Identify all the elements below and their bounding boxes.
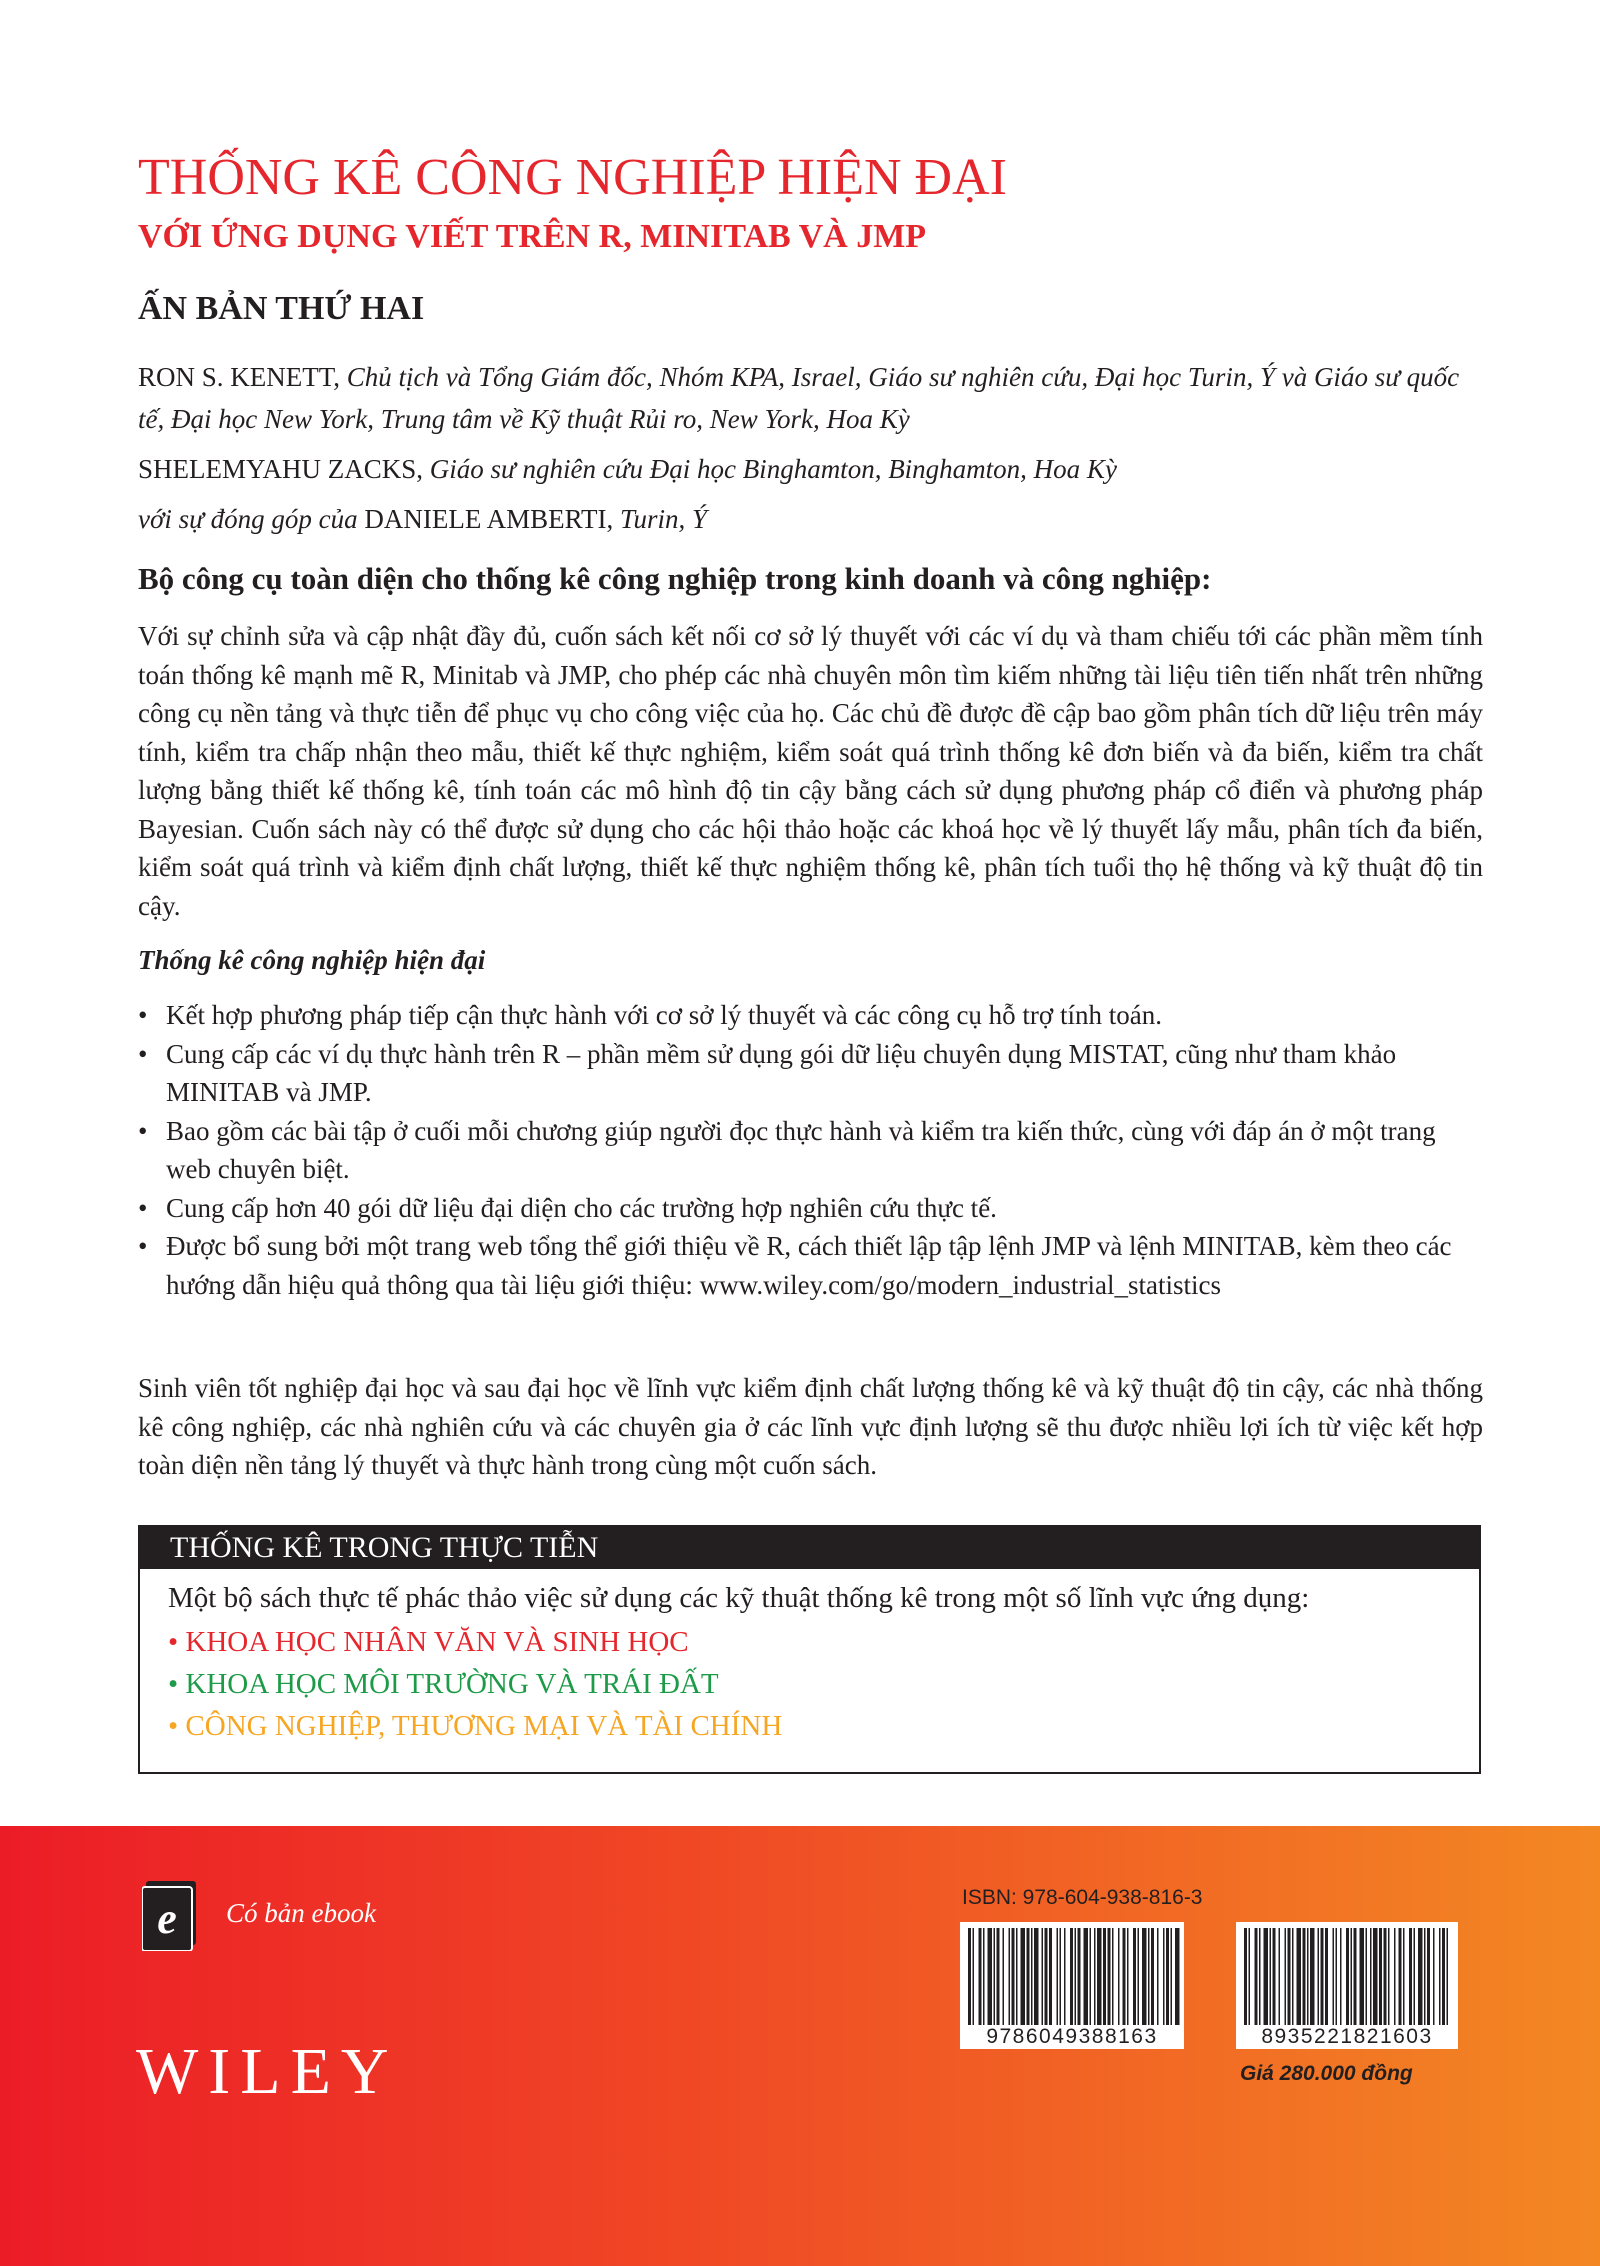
ebook-label: Có bản ebook bbox=[226, 1898, 376, 1928]
barcode-number: 9786049388163 bbox=[960, 2025, 1184, 2049]
ebook-icon bbox=[142, 1881, 198, 1951]
blurb-paragraph: Với sự chỉnh sửa và cập nhật đầy đủ, cuốn sách kết nối cơ sở lý thuyết với các ví dụ và tham chiếu tới các phần mềm tính toán thống kê mạnh mẽ R, Minitab và JMP, cho phép các nhà chuyên môn tìm kiếm những tài liệu tiên tiến nhất trên những công cụ nền tảng và thực tiễn để phục vụ cho công việc của họ. Các chủ đề được đề cập bao gồm phân tích dữ liệu trên máy tính, kiểm tra chấp nhận theo mẫu, thiết kế thực nghiệm, kiểm soát quá trình thống kê đơn biến và đa biến, kiểm tra chất lượng bằng thiết kế thống kê, tính toán các mô hình độ tin cậy bằng cách sử dụng phương pháp cổ điển và phương pháp Bayesian. Cuốn sách này có thể được sử dụng cho các hội thảo hoặc các khoá học về lý thuyết lấy mẫu, phân tích đa biến, kiểm soát quá trình và kiểm định chất lượng, thiết kế thực nghiệm thống kê, phân tích tuổi thọ hệ thống và kỹ thuật độ tin cậy. bbox=[138, 621, 1483, 921]
isbn-label: ISBN: 978-604-938-816-3 bbox=[962, 1886, 1203, 1909]
author-name: RON S. KENETT, bbox=[138, 362, 340, 392]
series-item: • KHOA HỌC NHÂN VĂN VÀ SINH HỌC bbox=[168, 1626, 689, 1658]
series-item: • KHOA HỌC MÔI TRƯỜNG VÀ TRÁI ĐẤT bbox=[168, 1668, 719, 1700]
series-heading: THỐNG KÊ TRONG THỰC TIỄN bbox=[140, 1527, 1479, 1569]
author-entry bbox=[138, 448, 1483, 490]
barcode-number: 8935221821603 bbox=[1236, 2025, 1458, 2049]
feature-item: • Kết hợp phương pháp tiếp cận thực hành với cơ sở lý thuyết và các công cụ hỗ trợ tính toán. bbox=[138, 996, 1483, 1035]
book-title: THỐNG KÊ CÔNG NGHIỆP HIỆN ĐẠI bbox=[138, 149, 1007, 206]
price-label: Giá 280.000 đồng bbox=[1240, 2062, 1413, 2085]
authors-block bbox=[138, 356, 1483, 548]
audience-paragraph: Sinh viên tốt nghiệp đại học và sau đại học về lĩnh vực kiểm định chất lượng thống kê và kỹ thuật độ tin cậy, các nhà thống kê công nghiệp, các nhà nghiên cứu và các chuyên gia ở các lĩnh vực định lượng sẽ thu được nhiều lợi ích từ việc kết hợp toàn diện nền tảng lý thuyết và thực hành trong cùng một cuốn sách. bbox=[138, 1373, 1483, 1480]
author-affiliation: Chủ tịch và Tổng Giám đốc, Nhóm KPA, Israel, Giáo sư nghiên cứu, Đại học Turin, Ý và Giáo sư quốc tế, Đại học New York, Trung tâm về Kỹ thuật Rủi ro, New York, Hoa Kỳ bbox=[138, 362, 1460, 434]
isbn-barcode bbox=[960, 1922, 1184, 2049]
author-entry bbox=[138, 356, 1483, 440]
barcode-bars bbox=[960, 1922, 1184, 2025]
feature-item: • Bao gồm các bài tập ở cuối mỗi chương giúp người đọc thực hành và kiểm tra kiến thức, cùng với đáp án ở một trang web chuyên biệt. bbox=[138, 1112, 1483, 1189]
author-name: SHELEMYAHU ZACKS, bbox=[138, 454, 424, 484]
book-subtitle: VỚI ỨNG DỤNG VIẾT TRÊN R, MINITAB VÀ JMP bbox=[138, 218, 927, 255]
features-heading: Thống kê công nghiệp hiện đại bbox=[138, 945, 486, 975]
product-barcode bbox=[1236, 1922, 1458, 2049]
series-list bbox=[140, 1621, 1479, 1747]
features-list bbox=[138, 996, 1483, 1304]
series-box bbox=[138, 1525, 1481, 1774]
svg-text:e: e bbox=[157, 1894, 177, 1943]
contributor-prefix: với sự đóng góp của bbox=[138, 504, 358, 534]
feature-item: • Cung cấp hơn 40 gói dữ liệu đại diện cho các trường hợp nghiên cứu thực tế. bbox=[138, 1189, 1483, 1228]
series-intro: Một bộ sách thực tế phác thảo việc sử dụng các kỹ thuật thống kê trong một số lĩnh vực ứng dụng: bbox=[168, 1582, 1310, 1614]
publisher-logo: WILEY bbox=[136, 2035, 399, 2108]
feature-item: • Cung cấp các ví dụ thực hành trên R – phần mềm sử dụng gói dữ liệu chuyên dụng MISTAT, cũng như tham khảo MINITAB và JMP. bbox=[138, 1035, 1483, 1112]
series-item: • CÔNG NGHIỆP, THƯƠNG MẠI VÀ TÀI CHÍNH bbox=[168, 1710, 783, 1742]
contributor-place: Turin, Ý bbox=[619, 504, 708, 534]
feature-item: • Được bổ sung bởi một trang web tổng thể giới thiệu về R, cách thiết lập tập lệnh JMP và lệnh MINITAB, kèm theo các hướng dẫn hiệu quả thông qua tài liệu giới thiệu: www.wiley.com/go/modern_industrial_statistics bbox=[138, 1227, 1483, 1304]
edition-label: ẤN BẢN THỨ HAI bbox=[138, 290, 425, 327]
author-affiliation: Giáo sư nghiên cứu Đại học Binghamton, Binghamton, Hoa Kỳ bbox=[429, 454, 1117, 484]
contributor-name: DANIELE AMBERTI, bbox=[364, 504, 614, 534]
contributor-entry bbox=[138, 498, 1483, 540]
footer-band bbox=[0, 1826, 1600, 2266]
barcode-bars bbox=[1236, 1922, 1458, 2025]
blurb-heading: Bộ công cụ toàn diện cho thống kê công nghiệp trong kinh doanh và công nghiệp: bbox=[138, 561, 1212, 596]
